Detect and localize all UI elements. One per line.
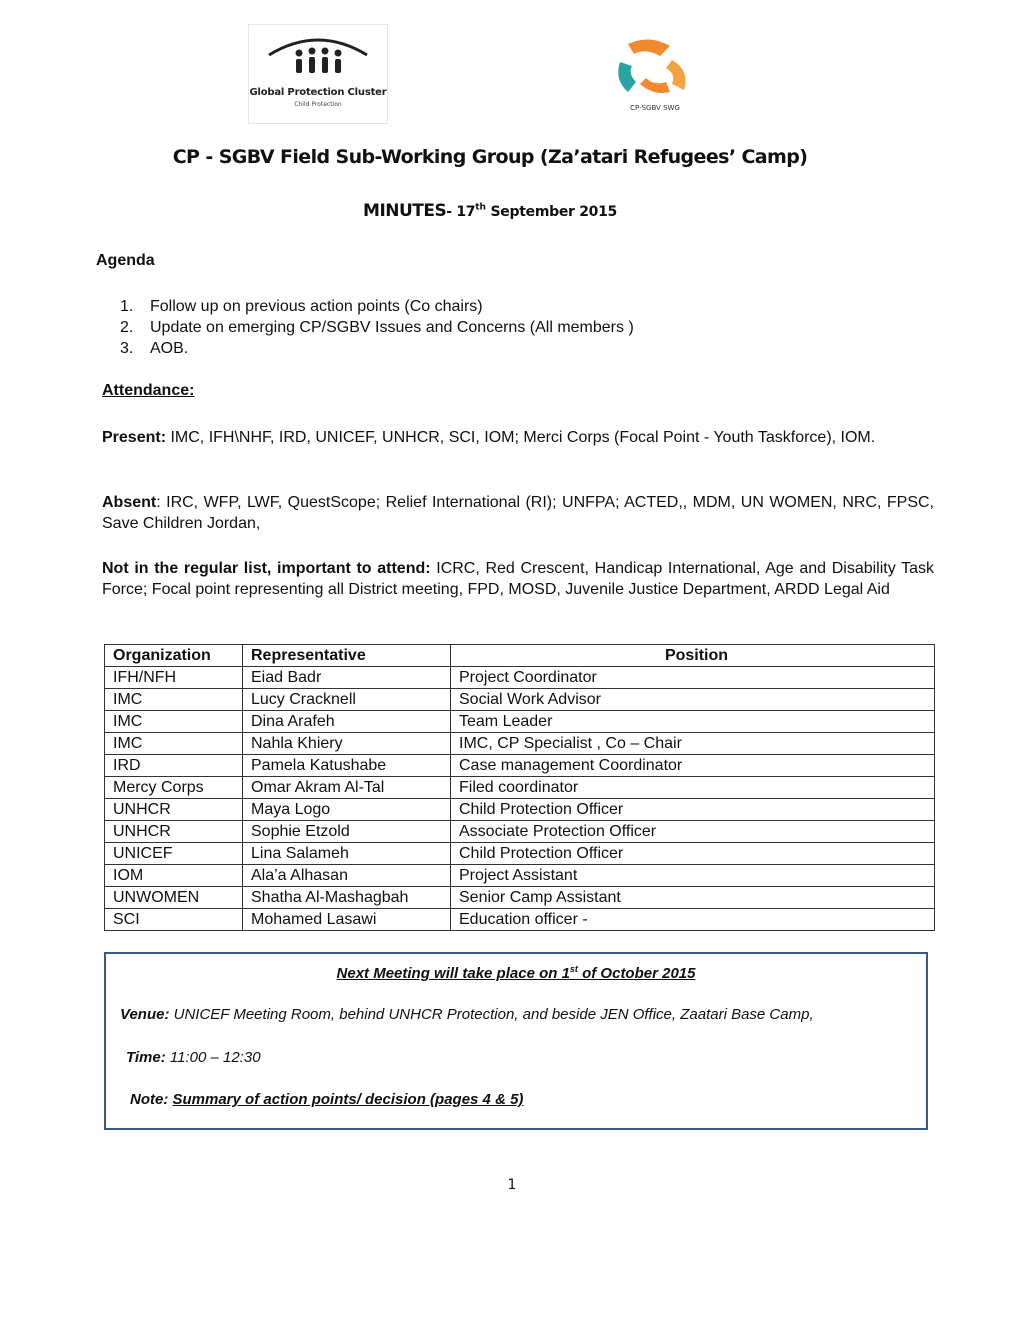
table-row — [105, 777, 935, 799]
agenda-item — [120, 296, 634, 317]
agenda-item-number: 3. — [120, 340, 134, 357]
next-meeting-suffix: st — [569, 964, 578, 974]
venue-label: Venue: — [120, 1006, 170, 1023]
page-number: 1 — [507, 1177, 517, 1193]
hands-icon — [610, 34, 700, 102]
cell-representative: Shatha Al-Mashagbah — [243, 887, 451, 909]
gpc-figures-icon — [259, 33, 377, 87]
cell-position: Associate Protection Officer — [451, 821, 935, 843]
cell-position: Social Work Advisor — [451, 689, 935, 711]
time-line — [126, 1049, 261, 1066]
cell-position: Child Protection Officer — [451, 843, 935, 865]
not-in-list-paragraph — [102, 558, 934, 600]
table-body — [105, 667, 935, 931]
minutes-date-rest: September 2015 — [485, 204, 617, 220]
cell-representative: Dina Arafeh — [243, 711, 451, 733]
table-row — [105, 733, 935, 755]
cell-representative: Mohamed Lasawi — [243, 909, 451, 931]
gpc-logo-subtitle: Child Protection — [294, 101, 342, 108]
table-header-row — [105, 645, 935, 667]
cell-position: Project Assistant — [451, 865, 935, 887]
not-in-list-text: ICRC, Red Crescent, Handicap International, Age and Disability Task Force; Focal point representing all District meeting, FPD, MOSD, Juvenile Justice Department, ARDD Legal Aid — [102, 560, 934, 598]
table-row — [105, 865, 935, 887]
cell-organization: Mercy Corps — [105, 777, 243, 799]
cell-position: Project Coordinator — [451, 667, 935, 689]
time-text: 11:00 – 12:30 — [165, 1049, 261, 1066]
present-paragraph — [102, 427, 934, 448]
cell-organization: SCI — [105, 909, 243, 931]
cell-organization: UNHCR — [105, 821, 243, 843]
next-meeting-date-rest: of October 2015 — [577, 965, 696, 982]
table-row — [105, 689, 935, 711]
table-row — [105, 667, 935, 689]
cell-organization: IMC — [105, 711, 243, 733]
gpc-logo-name: Global Protection Cluster — [249, 87, 387, 98]
cell-organization: IOM — [105, 865, 243, 887]
cell-representative: Maya Logo — [243, 799, 451, 821]
agenda-item-number: 1. — [120, 298, 134, 315]
note-label: Note: — [130, 1091, 169, 1108]
absent-label: Absent — [102, 494, 157, 511]
present-label: Present: — [102, 429, 167, 446]
table-row — [105, 799, 935, 821]
column-header-position: Position — [451, 645, 935, 667]
cell-representative: Ala’a Alhasan — [243, 865, 451, 887]
cell-position: Child Protection Officer — [451, 799, 935, 821]
agenda-item-number: 2. — [120, 319, 134, 336]
cell-representative: Nahla Khiery — [243, 733, 451, 755]
cell-organization: UNWOMEN — [105, 887, 243, 909]
cell-representative: Lucy Cracknell — [243, 689, 451, 711]
venue-text: UNICEF Meeting Room, behind UNHCR Protection, and beside JEN Office, Zaatari Base Camp, — [169, 1006, 814, 1023]
attendance-heading: Attendance: — [102, 382, 195, 399]
agenda-heading: Agenda — [96, 252, 155, 269]
note-line — [130, 1091, 523, 1108]
column-header-organization: Organization — [105, 645, 243, 667]
cell-representative: Lina Salameh — [243, 843, 451, 865]
document-title: CP - SGBV Field Sub-Working Group (Za’atari Refugees’ Camp) — [172, 146, 808, 168]
not-in-list-label: Not in the regular list, important to attend: — [102, 560, 431, 577]
cell-representative: Eiad Badr — [243, 667, 451, 689]
column-header-representative: Representative — [243, 645, 451, 667]
cell-position: IMC, CP Specialist , Co – Chair — [451, 733, 935, 755]
cell-organization: IRD — [105, 755, 243, 777]
next-meeting-text: Next Meeting will take place on 1 — [336, 965, 570, 982]
table-row — [105, 843, 935, 865]
absent-text: : IRC, WFP, LWF, QuestScope; Relief International (RI); UNFPA; ACTED,, MDM, UN WOMEN, NRC, FPSC, Save Children Jordan, — [102, 494, 934, 532]
note-text: Summary of action points/ decision (pages 4 & 5) — [172, 1091, 524, 1108]
minutes-label: MINUTES — [363, 201, 447, 221]
sgbv-logo-name: CP-SGBV SWG — [630, 104, 680, 112]
absent-paragraph — [102, 492, 934, 534]
agenda-item-text: Update on emerging CP/SGBV Issues and Concerns (All members ) — [150, 319, 634, 336]
table-row — [105, 755, 935, 777]
agenda-item — [120, 338, 634, 359]
table-row — [105, 887, 935, 909]
next-meeting-box — [104, 952, 928, 1130]
cell-representative: Omar Akram Al-Tal — [243, 777, 451, 799]
minutes-date-prefix: - 17 — [446, 204, 476, 220]
cell-position: Team Leader — [451, 711, 935, 733]
minutes-date-suffix: th — [475, 202, 486, 213]
time-label: Time: — [126, 1049, 166, 1066]
present-text: IMC, IFH\NHF, IRD, UNICEF, UNHCR, SCI, IOM; Merci Corps (Focal Point - Youth Taskforce), IOM. — [166, 429, 876, 446]
cell-organization: IFH/NFH — [105, 667, 243, 689]
table-row — [105, 909, 935, 931]
minutes-heading — [0, 201, 980, 221]
cell-position: Case management Coordinator — [451, 755, 935, 777]
agenda-item-text: AOB. — [150, 340, 189, 357]
cell-representative: Pamela Katushabe — [243, 755, 451, 777]
cell-organization: IMC — [105, 733, 243, 755]
agenda-item — [120, 317, 634, 338]
attendance-table — [104, 644, 935, 931]
cell-organization: IMC — [105, 689, 243, 711]
cell-representative: Sophie Etzold — [243, 821, 451, 843]
next-meeting-line — [106, 964, 926, 982]
table-row — [105, 821, 935, 843]
cell-position: Filed coordinator — [451, 777, 935, 799]
global-protection-cluster-logo — [248, 24, 388, 124]
table-row — [105, 711, 935, 733]
cell-position: Education officer - — [451, 909, 935, 931]
cp-sgbv-swg-logo — [610, 34, 700, 118]
cell-organization: UNHCR — [105, 799, 243, 821]
agenda-list — [120, 296, 634, 359]
agenda-item-text: Follow up on previous action points (Co chairs) — [150, 298, 483, 315]
cell-position: Senior Camp Assistant — [451, 887, 935, 909]
cell-organization: UNICEF — [105, 843, 243, 865]
venue-line — [120, 1006, 814, 1023]
